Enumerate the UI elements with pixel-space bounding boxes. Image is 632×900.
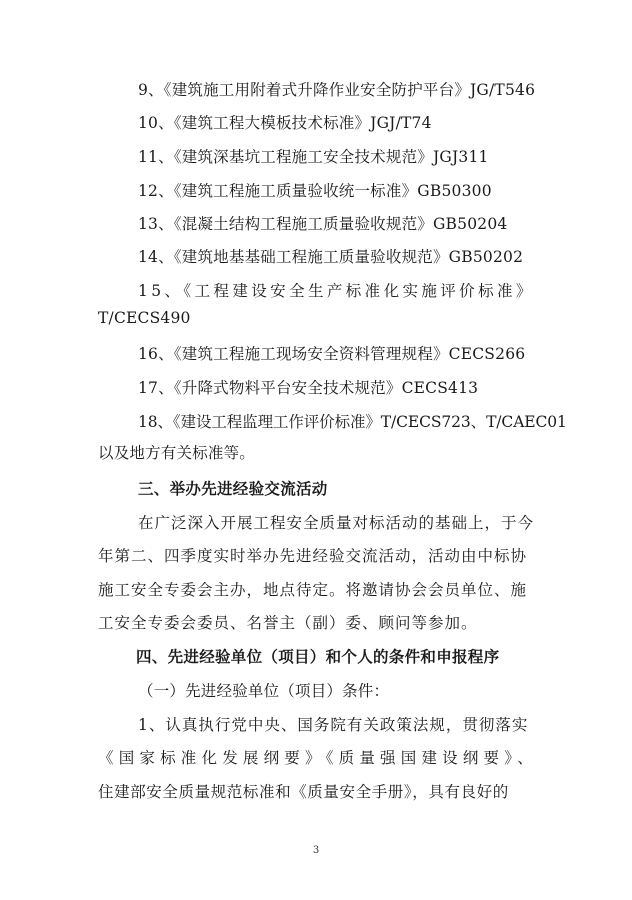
standard-item-16: 16、《建筑工程施工现场安全资料管理规程》CECS266: [138, 345, 526, 363]
section-3-paragraph-line: 年第二、四季度实时举办先进经验交流活动，活动由中标协: [98, 547, 528, 565]
standard-item-10: 10、《建筑工程大模板技术标准》JGJ/T74: [138, 114, 432, 132]
section-4-paragraph-line: 住建部安全质量规范标准和《质量安全手册》，具有良好的: [98, 783, 509, 801]
standards-closing: 以及地方有关标准等。: [98, 444, 256, 462]
section-3-paragraph-line: 施工安全专委会主办，地点待定。将邀请协会会员单位、施: [98, 581, 528, 599]
standard-item-17: 17、《升降式物料平台安全技术规范》CECS413: [138, 379, 479, 397]
standard-item-12: 12、《建筑工程施工质量验收统一标准》GB50300: [138, 182, 492, 200]
page-number: 3: [312, 845, 320, 856]
section-4-heading: 四、先进经验单位（项目）和个人的条件和申报程序: [136, 648, 500, 666]
standard-item-13: 13、《混凝土结构工程施工质量验收规范》GB50204: [138, 215, 508, 233]
standard-item-9: 9、《建筑施工用附着式升降作业安全防护平台》JG/T546: [138, 81, 536, 99]
standard-item-15-code: T/CECS490: [98, 309, 191, 327]
standard-item-18: 18、《建设工程监理工作评价标准》T/CECS723、T/CAEC01: [138, 413, 567, 431]
section-4-paragraph-line: 《国家标准化发展纲要》《质量强国建设纲要》、: [98, 749, 538, 767]
section-3-heading: 三、举办先进经验交流活动: [138, 480, 328, 498]
standard-item-15: 15、《工程建设安全生产标准化实施评价标准》: [138, 282, 535, 300]
standard-item-11: 11、《建筑深基坑工程施工安全技术规范》JGJ311: [138, 148, 489, 166]
section-3-paragraph-line: 在广泛深入开展工程安全质量对标活动的基础上，于今: [138, 514, 535, 532]
standard-item-14: 14、《建筑地基基础工程施工质量验收规范》GB50202: [138, 248, 524, 266]
section-4-subheading: （一）先进经验单位（项目）条件：: [138, 682, 390, 700]
section-3-paragraph-line: 工安全专委会委员、名誉主（副）委、顾问等参加。: [98, 614, 478, 632]
section-4-paragraph-line: 1、认真执行党中央、国务院有关政策法规，贯彻落实: [138, 716, 529, 734]
